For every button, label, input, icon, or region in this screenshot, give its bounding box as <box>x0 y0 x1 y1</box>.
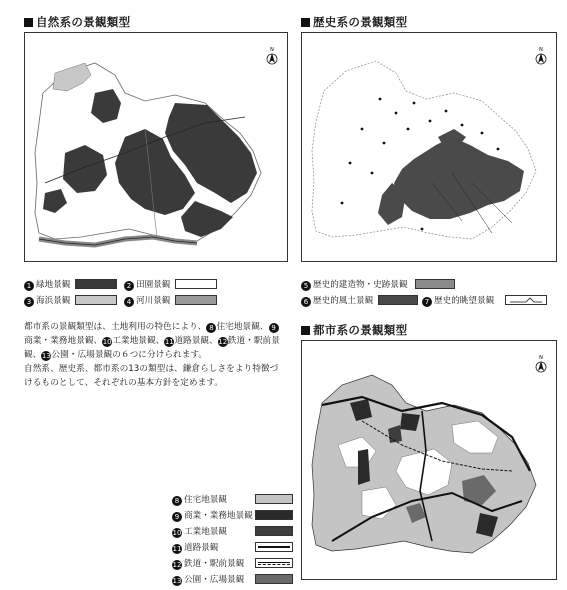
title-square-icon <box>24 18 33 27</box>
swatch-historic-climate <box>378 295 418 305</box>
legend-item-historic-climate: 6 歴史的風土景観 <box>301 294 373 307</box>
urban-map <box>302 341 556 579</box>
legend-item-park: 13 公園・広場景観 <box>172 575 245 585</box>
swatch-beach <box>75 295 117 305</box>
commercial-area <box>358 449 370 485</box>
legend-item-rural: 2 田園景観 <box>124 278 170 291</box>
legend-item-industrial: 10 工業地景観 <box>172 527 227 537</box>
swatch-residential <box>255 494 293 504</box>
natural-map <box>25 33 287 261</box>
swatch-green <box>75 279 117 289</box>
legend-item-historic-buildings: 5 歴史的建造物・史跡景観 <box>301 278 408 291</box>
svg-text:N: N <box>539 355 543 361</box>
svg-text:N: N <box>539 47 543 53</box>
urban-map-frame <box>301 340 557 580</box>
historic-section-title: 歴史系の景観類型 <box>301 14 407 30</box>
swatch-commercial <box>255 510 293 520</box>
historic-map-frame <box>301 32 557 262</box>
description-paragraph <box>24 320 286 390</box>
north-arrow-icon <box>265 45 279 67</box>
description-line-1: 都市系の景観類型は、土地利用の特色により、 8 住宅地景観、 9商業・業務地景観、10工業地景観、11道路景観、12鉄道・駅前景観、13公園・広場景観の６つに分けられます。 <box>24 322 280 360</box>
svg-text:N: N <box>270 47 274 53</box>
legend-item-rail: 12 鉄道・駅前景観 <box>172 559 245 569</box>
swatch-road <box>255 542 293 552</box>
natural-map-frame <box>24 32 288 262</box>
title-square-icon <box>301 326 310 335</box>
title-square-icon <box>301 18 310 27</box>
swatch-historic-buildings <box>415 279 455 289</box>
legend-item-historic-view: 7 歴史的眺望景観 <box>422 294 494 307</box>
swatch-industrial <box>255 526 293 536</box>
swatch-park <box>255 574 293 584</box>
natural-section-title: 自然系の景観類型 <box>24 14 130 30</box>
urban-section-title: 都市系の景観類型 <box>301 322 407 338</box>
historic-map <box>302 33 556 261</box>
swatch-historic-view <box>505 295 547 305</box>
legend-item-road: 11 道路景観 <box>172 543 219 553</box>
swatch-rural <box>175 279 217 289</box>
view-triangle-icon <box>506 296 546 304</box>
description-line-2: 自然系、歴史系、都市系の13の類型は、鎌倉らしさをより特徴づけるものとして、それぞれの基本方針を定めます。 <box>24 364 279 388</box>
legend-item-river: 4 河川景観 <box>124 294 170 307</box>
north-arrow-icon <box>534 353 548 375</box>
north-arrow-icon <box>534 45 548 67</box>
swatch-rail <box>255 558 293 568</box>
legend-item-commercial: 9 商業・業務地景観 <box>172 509 253 522</box>
legend-item-residential: 8 住宅地景観 <box>172 493 227 506</box>
legend-item-green: 1 緑地景観 <box>24 278 70 291</box>
legend-item-beach: 3 海浜景観 <box>24 294 70 307</box>
swatch-river <box>175 295 217 305</box>
